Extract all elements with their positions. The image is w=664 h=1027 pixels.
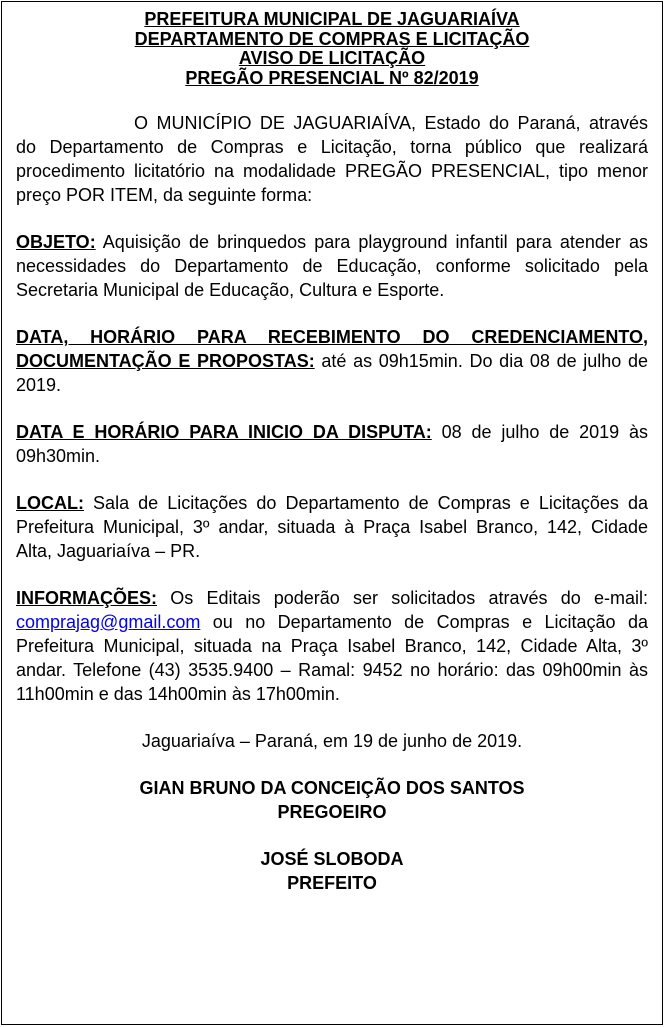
disputa-paragraph	[16, 420, 648, 468]
local-paragraph	[16, 491, 648, 563]
signature-name: JOSÉ SLOBODA	[260, 849, 404, 869]
header-departamento: DEPARTAMENTO DE COMPRAS E LICITAÇÃO	[134, 28, 530, 49]
header-prefeitura: PREFEITURA MUNICIPAL DE JAGUARIAÍVA	[144, 9, 520, 29]
notice-page	[1, 1, 663, 1025]
disputa-text: 08 de julho de 2019 às 09h30min.	[16, 422, 648, 466]
objeto-paragraph	[16, 230, 648, 302]
informacoes-paragraph	[16, 586, 648, 706]
signature-prefeito	[16, 847, 648, 895]
credenciamento-label: DATA, HORÁRIO PARA RECEBIMENTO DO CREDENCIAMENTO, DOCUMENTAÇÃO E PROPOSTAS:	[16, 327, 648, 371]
objeto-text: Aquisição de brinquedos para playground infantil para atender as necessidades do Departamento de Educação, conforme solicitado pela Secretaria Municipal de Educação, Cultura e Esporte.	[16, 232, 648, 300]
credenciamento-text: até as 09h15min. Do dia 08 de julho de 2019.	[16, 351, 649, 395]
signature-role: PREFEITO	[287, 873, 377, 893]
header-pregao-number: PREGÃO PRESENCIAL Nº 82/2019	[185, 67, 479, 88]
informacoes-text-after: ou no Departamento de Compras e Licitação da Prefeitura Municipal, situada na Praça Isabel Branco, 142, Cidade Alta, 3º andar. Telefone (43) 3535.9400 – Ramal: 9452 no horário: das 09h00min às 11h00min e das 14h00min às 17h00min.	[16, 612, 648, 704]
intro-paragraph: O MUNICÍPIO DE JAGUARIAÍVA, Estado do Paraná, através do Departamento de Compras e Licitação, torna público que realizará procedimento licitatório na modalidade PREGÃO PRESENCIAL, tipo menor preço POR ITEM, da seguinte forma:	[16, 113, 648, 205]
disputa-label: DATA E HORÁRIO PARA INICIO DA DISPUTA:	[16, 422, 432, 442]
signature-name: GIAN BRUNO DA CONCEIÇÃO DOS SANTOS	[139, 778, 525, 798]
email-link[interactable]: comprajag@gmail.com	[16, 612, 201, 632]
notice-header	[16, 10, 648, 88]
informacoes-text-before: Os Editais poderão ser solicitados através do e-mail:	[157, 588, 648, 608]
dateline: Jaguariaíva – Paraná, em 19 de junho de 2019.	[141, 731, 523, 751]
header-aviso: AVISO DE LICITAÇÃO	[238, 48, 426, 68]
signature-pregoeiro	[16, 776, 648, 824]
objeto-label: OBJETO:	[16, 232, 96, 252]
local-text: Sala de Licitações do Departamento de Compras e Licitações da Prefeitura Municipal, 3º andar, situada à Praça Isabel Branco, 142, Cidade Alta, Jaguariaíva – PR.	[16, 493, 648, 561]
credenciamento-paragraph	[16, 325, 648, 397]
local-label: LOCAL:	[16, 493, 84, 513]
informacoes-label: INFORMAÇÕES:	[16, 588, 157, 608]
signature-role: PREGOEIRO	[277, 802, 387, 822]
